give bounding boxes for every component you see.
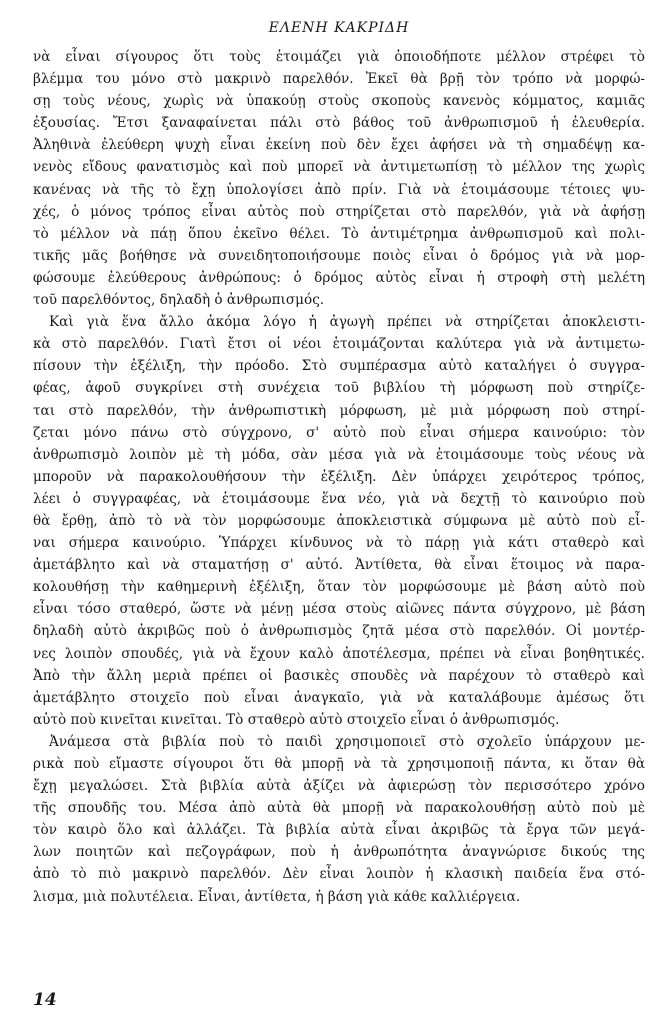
text-line: νενὸς εἴδους φανατισμὸς καὶ ποὺ μπορεῖ νὰ ἀντιμετωπίσῃ τὸ μέλλον της χωρὶς <box>33 159 645 176</box>
book-page <box>33 18 645 1008</box>
text-line: ζεται μόνο πάνω στὸ σύγχρονο, σ' αὐτὸ ποὺ εἶναι σήμερα καινούριο: τὸν <box>33 424 645 441</box>
text-line: ρικὰ ποὺ εἴμαστε σίγουροι ὅτι θὰ μπορῇ νὰ τὰ χρησιμοποιῇ πάντα, κι ὅταν θὰ <box>33 756 645 772</box>
text-line: ἔχῃ μεγαλώσει. Στὰ βιβλία αὐτὰ ἀξίζει νὰ ἀφιερώσῃ τὸν περισσότερο χρόνο <box>33 778 645 795</box>
text-line: τὸ μέλλον νὰ πάῃ ὅπου ἐκεῖνο θέλει. Τὸ ἀντιμέτρημα ἀνθρωπισμοῦ καὶ πολι- <box>33 225 645 242</box>
text-line: δηλαδὴ αὐτὸ ἀκριβῶς ποὺ ὁ ἀνθρωπισμὸς ζητᾶ μέσα στὸ παρελθόν. Οἱ μοντέρ- <box>33 623 645 640</box>
text-line: ἀνθρωπισμὸ λοιπὸν μὲ τὴ μόδα, σὰν μέσα γιὰ νὰ ἑτοιμάσουμε τοὺς νέους νὰ <box>33 446 645 463</box>
text-line: τικῆς μᾶς βοήθησε νὰ συνειδητοποιήσουμε ποιὸς εἶναι ὁ δρόμος γιὰ νὰ μορ- <box>33 247 645 264</box>
text-line: ἐξουσίας. Ἔτσι ξαναφαίνεται πάλι στὸ βάθος τοῦ ἀνθρωπισμοῦ ἡ ἐλευθερία. <box>33 115 645 132</box>
text-line: νες λοιπὸν σπουδές, γιὰ νὰ ἔχουν καλὸ ἀποτέλεσμα, πρέπει νὰ εἶναι βοηθητικές. <box>33 645 645 662</box>
page-number: 14 <box>33 990 57 1010</box>
text-line: λισμα, μιὰ πολυτέλεια. Εἶναι, ἀντίθετα, ἡ βάση γιὰ κάθε καλλιέργεια. <box>33 888 521 905</box>
text-line: κὰ στὸ παρελθόν. Γιατὶ ἔτσι οἱ νέοι ἑτοιμάζονται καλύτερα γιὰ νὰ ἀντιμετω- <box>33 336 645 353</box>
body-text <box>33 46 645 908</box>
text-line: Ἀνάμεσα στὰ βιβλία ποὺ τὸ παιδὶ χρησιμοποιεῖ στὸ σχολεῖο ὑπάρχουν με- <box>49 733 645 750</box>
text-line: ἀπὸ τὸ πιὸ μακρινὸ παρελθόν. Δὲν εἶναι λοιπὸν ἡ κλασικὴ παιδεία ἕνα στό- <box>33 866 645 883</box>
running-head: ΕΛΕΝΗ ΚΑΚΡΙΔΗ <box>268 20 410 36</box>
text-line: σῃ τοὺς νέους, χωρὶς νὰ ὑπακούῃ στοὺς σκοποὺς κανενὸς κόμματος, καμιᾶς <box>33 93 645 110</box>
text-line: λων ποιητῶν καὶ πεζογράφων, ποὺ ἡ ἀνθρωπότητα ἀναγνώρισε δικούς της <box>33 844 645 861</box>
text-line: λέει ὁ συγγραφέας, νὰ ἑτοιμάσουμε ἕνα νέο, γιὰ νὰ δεχτῇ τὸ καινούριο ποὺ <box>33 490 645 507</box>
text-line: βλέμμα του μόνο στὸ μακρινὸ παρελθόν. Ἐκεῖ θὰ βρῇ τὸν τρόπο νὰ μορφώ- <box>33 71 645 88</box>
text-line: αὐτὸ ποὺ κινεῖται κινεῖται. Τὸ σταθερὸ αὐτὸ στοιχεῖο εἶναι ὁ ἀνθρωπισμός. <box>33 711 560 728</box>
text-line: φώσουμε ἐλεύθερους ἀνθρώπους: ὁ δρόμος αὐτὸς εἶναι ἡ στροφὴ στὴ μελέτη <box>33 269 645 286</box>
text-line: τὸν καιρὸ ὅλο καὶ ἀλλάζει. Τὰ βιβλία αὐτὰ εἶναι ἀκριβῶς τὰ ἔργα τῶν μεγά- <box>33 822 645 839</box>
text-line: ἀμετάβλητο καὶ νὰ σταματήσῃ σ' αὐτό. Ἀντίθετα, θὰ εἶναι ἕτοιμος νὰ παρα- <box>33 557 645 574</box>
text-line: ται στὸ παρελθόν, τὴν ἀνθρωπιστικὴ μόρφωση, μὲ μιὰ μόρφωση ποὺ στηρί- <box>33 402 645 419</box>
text-line: κολουθήσῃ τὴν καθημερινὴ ἐξέλιξη, ὅταν τὸν μορφώσουμε μὲ βάση αὐτὸ ποὺ <box>33 579 645 596</box>
text-line: φέας, ἀφοῦ συγκρίνει στὴ συνέχεια τοῦ βιβλίου τὴ μόρφωση ποὺ στηρίζε- <box>33 380 645 397</box>
text-line: Καὶ γιὰ ἕνα ἄλλο ἀκόμα λόγο ἡ ἀγωγὴ πρέπει νὰ στηρίζεται ἀποκλειστι- <box>49 314 645 331</box>
text-line: νὰ εἶναι σίγουρος ὅτι τοὺς ἑτοιμάζει γιὰ ὁποιοδήποτε μέλλον στρέφει τὸ <box>33 49 645 65</box>
text-line: Ἀληθινὰ ἐλεύθερη ψυχὴ εἶναι ἐκείνη ποὺ δὲν ἔχει ἀφήσει νὰ τὴ σημαδέψῃ κα- <box>33 137 645 154</box>
text-line: ἀμετάβλητο στοιχεῖο ποὺ εἶναι ἀναγκαῖο, γιὰ νὰ καταλάβουμε ἀμέσως ὅτι <box>33 689 645 706</box>
text-line: χές, ὁ μόνος τρόπος εἶναι αὐτὸς ποὺ στηρίζεται στὸ παρελθόν, γιὰ νὰ ἀφήσῃ <box>33 203 645 220</box>
text-line: κανένας νὰ τῆς τὸ ἔχῃ ὑπολογίσει ἀπὸ πρίν. Γιὰ νὰ ἑτοιμάσουμε τέτοιες ψυ- <box>33 181 645 198</box>
text-line: ναι σήμερα καινούριο. Ὑπάρχει κίνδυνος νὰ τὸ πάρῃ γιὰ κάτι σταθερὸ καὶ <box>33 535 645 552</box>
text-line: θὰ ἔρθῃ, ἀπὸ τὸ νὰ τὸν μορφώσουμε ἀποκλειστικὰ σύμφωνα μὲ αὐτὸ ποὺ εἶ- <box>33 512 645 529</box>
text-line: πίσουν τὴν ἐξέλιξη, τὴν πρόοδο. Στὸ συμπέρασμα αὐτὸ καταλήγει ὁ συγγρα- <box>33 358 645 375</box>
text-line: εἶναι τόσο σταθερό, ὥστε νὰ μένῃ μέσα στοὺς αἰῶνες πάντα σύγχρονο, μὲ βάση <box>33 601 645 618</box>
text-line: μποροῦν νὰ παρακολουθήσουν τὴν ἐξέλιξη. Δὲν ὑπάρχει χειρότερος τρόπος, <box>33 468 645 485</box>
text-line: Ἀπὸ τὴν ἄλλη μεριὰ πρέπει οἱ βασικὲς σπουδὲς νὰ παρέχουν τὸ σταθερὸ καὶ <box>33 667 645 684</box>
text-line: τοῦ παρελθόντος, δηλαδὴ ὁ ἀνθρωπισμός. <box>33 292 325 309</box>
text-line: τῆς σπουδῆς του. Μέσα ἀπὸ αὐτὰ θὰ μπορῇ νὰ παρακολουθήσῃ αὐτὸ ποὺ μὲ <box>33 800 645 817</box>
